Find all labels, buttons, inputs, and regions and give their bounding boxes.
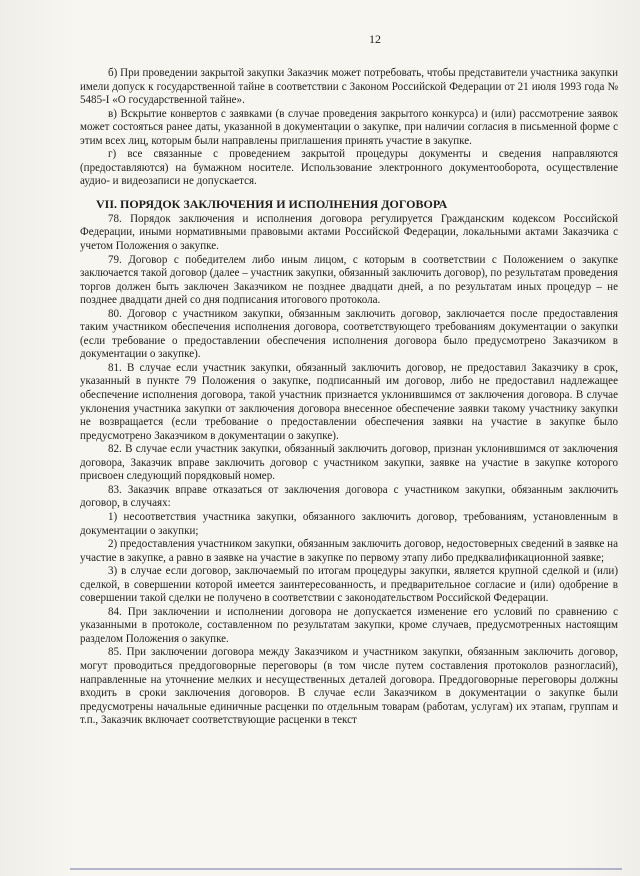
section-heading: VII. ПОРЯДОК ЗАКЛЮЧЕНИЯ И ИСПОЛНЕНИЯ ДОГОВОРА	[96, 196, 448, 211]
paragraph-83-item-3: 3) в случае если договор, заключаемый по итогам процедуры закупки, является крупной сделкой и (или) сделкой, в совершении которой имеется заинтересованность, и предварительное согласие и (или) одобрение в совершении такой сделки не получено в соответствии с законодательством Российской Федерации.	[80, 565, 618, 605]
paragraph-82: 82. В случае если участник закупки, обязанный заключить договор, признан уклонившимся от заключения договора, Заказчик вправе заключить договор с участником закупки, заявке на участие в закупке которого присвоен следующий порядковый номер.	[80, 443, 618, 483]
paragraph-83-item-2: 2) предоставления участником закупки, обязанным заключить договор, недостоверных сведений в заявке на участие в закупке, а равно в заявке на участие в закупке по первому этапу либо предквалификационной заявке;	[80, 538, 618, 564]
paragraph-83: 83. Заказчик вправе отказаться от заключения договора с участником закупки, обязанным заключить договор, в случаях:	[80, 483, 618, 510]
paragraph-b: б) При проведении закрытой закупки Заказчик может потребовать, чтобы представители участника закупки имели допуск к государственной тайне в соответствии с Законом Российской Федерации от 21 июля 1993 года № 5485-I «О государственной тайне».	[80, 67, 618, 107]
bottom-rule	[70, 868, 622, 870]
paragraph-83-item-1: 1) несоответствия участника закупки, обязанного заключить договор, требованиям, установленным в документации о закупки;	[80, 510, 618, 537]
paragraph-v: в) Вскрытие конвертов с заявками (в случае проведения закрытого конкурса) и (или) рассмотрение заявок может состояться ранее даты, указанной в документации о закупке, при наличии согласия в письменной форме с этим всех лиц, которым были направлены приглашения принять участие в закупке.	[80, 107, 618, 147]
paragraph-g: г) все связанные с проведением закрытой процедуры документы и сведения направляются (предоставляются) на бумажном носителе. Использование электронного документооборота, осуществление аудио- и видеозаписи не допускается.	[80, 148, 618, 188]
paragraph-80: 80. Договор с участником закупки, обязанным заключить договор, заключается после предоставления таким участником обеспечения исполнения договора, соответствующего требованиям документации о закупки (если требование о предоставлении обеспечения исполнения договора было предусмотрено Заказчиком в документации о закупке).	[80, 307, 618, 361]
page-number: 12	[369, 32, 381, 46]
document-body	[80, 67, 618, 728]
paragraph-84: 84. При заключении и исполнении договора не допускается изменение его условий по сравнению с указанными в протоколе, составленном по результатам закупки, кроме случаев, предусмотренных настоящим разделом Положения о закупке.	[80, 605, 618, 645]
paragraph-78: 78. Порядок заключения и исполнения договора регулируется Гражданским кодексом Российской Федерации, иными нормативными правовыми актами Российской Федерации, локальными актами Заказчика с учетом Положения о закупке.	[80, 212, 618, 253]
paragraph-85: 85. При заключении договора между Заказчиком и участником закупки, обязанным заключить договор, могут проводиться преддоговорные переговоры (в том числе путем составления протоколов разногласий), направленные на уточнение мелких и несущественных деталей договора. Преддоговорные переговоры должны входить в сроки заключения договоров. В случае если Заказчиком в документации о закупке были предусмотрены начальные единичные расценки по отдельным товарам (работам, услугам) их этапам, группам и т.п., Заказчик включает соответствующие расценки в текст	[80, 646, 618, 727]
paragraph-81: 81. В случае если участник закупки, обязанный заключить договор, не предоставил Заказчику в срок, указанный в пункте 79 Положения о закупке, подписанный им договор, либо не предоставил надлежащее обеспечение исполнения договора, такой участник признается уклонившимся от заключения договора. В случае уклонения участника закупки от заключения договора внесенное обеспечение заявки такому участнику закупки не возвращается (если требование о предоставлении обеспечения заявки на участие в закупке было предусмотрено Заказчиком в документации о закупке).	[80, 361, 618, 442]
paragraph-79: 79. Договор с победителем либо иным лицом, с которым в соответствии с Положением о закупке заключается такой договор (далее – участник закупки, обязанный заключить договор), по результатам проведения торгов должен быть заключен Заказчиком не позднее двадцати дней, а по результатам иных процедур – не позднее двадцати дней со дня подписания итогового протокола.	[80, 253, 618, 307]
